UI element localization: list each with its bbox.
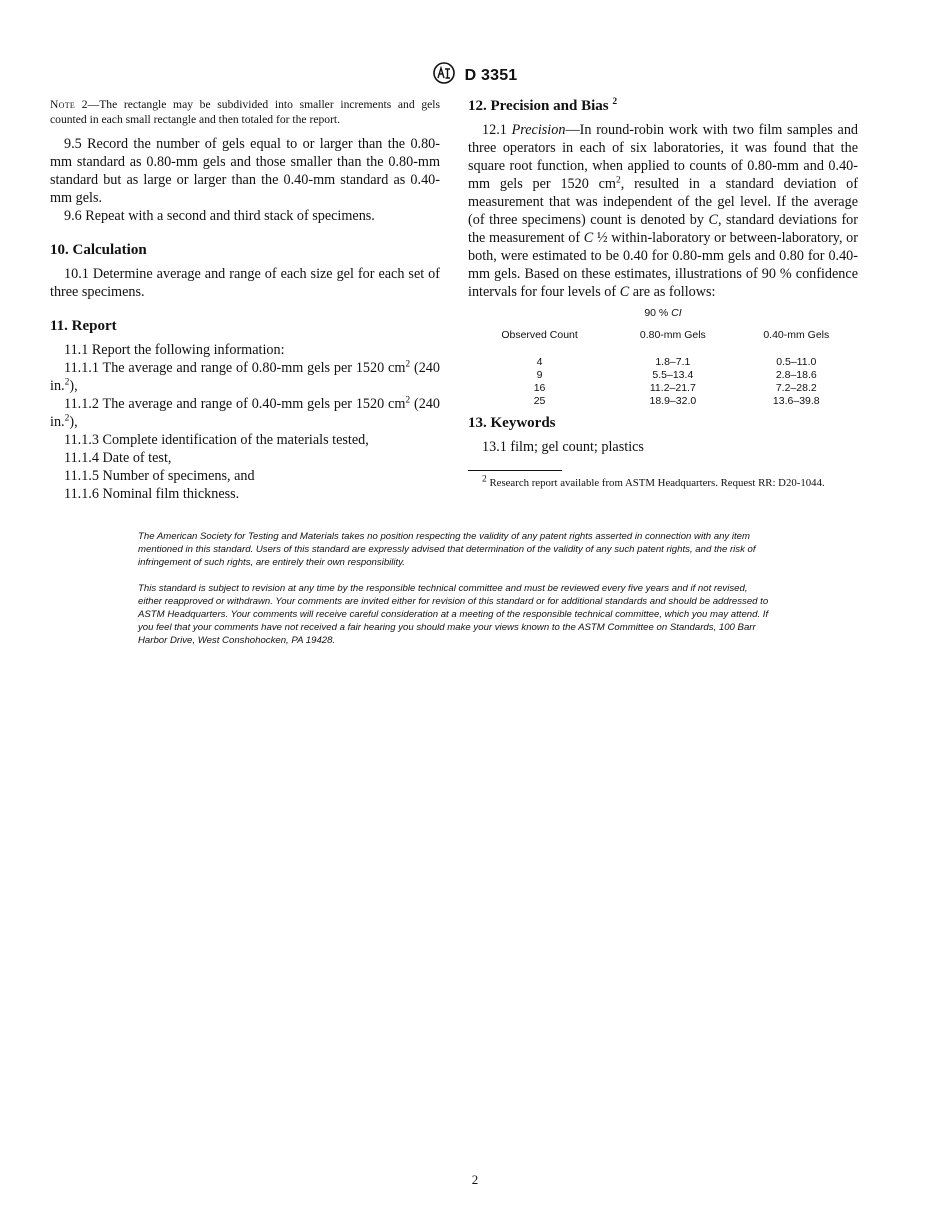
variable-c: C bbox=[583, 230, 594, 246]
caption-text: 90 % bbox=[644, 307, 672, 319]
superscript: 2 bbox=[615, 175, 621, 186]
footnote-divider bbox=[468, 470, 562, 471]
revision-notice: This standard is subject to revision at any time by the responsible technical committee and must be reviewed every five years and if not revised, either reapproved or withdrawn. Your comments are invited either for revision of this standard or for additional standards and should be addressed to ASTM Headquarters. Your comments will receive careful consideration at a meeting of the responsible technical committee, which you may attend. If you feel that your comments have not received a fair hearing you should make your views known to the ASTM Committee on Standards, 100 Barr Harbor Drive, West Conshohocken, PA 19428. bbox=[138, 583, 769, 646]
note-text: 2—The rectangle may be subdivided into smaller increments and gels counted in each small rectangle and then totaled for the report. bbox=[50, 98, 440, 126]
paragraph-9-5: 9.5 Record the number of gels equal to or larger than the 0.80-mm standard as 0.80-mm gels and those smaller than the 0.80-mm standard but as large or larger than the 0.40-mm standard as 0.40-mm gels. bbox=[50, 136, 440, 206]
section-heading-10: 10. Calculation bbox=[50, 242, 147, 258]
table-cell: 11.2–21.7 bbox=[649, 382, 696, 394]
table-cell: 9 bbox=[536, 369, 543, 381]
text-11-1-2-c: ), bbox=[69, 414, 78, 430]
table-cell: 16 bbox=[533, 382, 546, 394]
paragraph-10-1: 10.1 Determine average and range of each size gel for each set of three specimens. bbox=[50, 266, 440, 300]
confidence-interval-table bbox=[468, 307, 858, 408]
text-11-1-2-a: 11.1.2 The average and range of 0.40-mm gels per 1520 cm bbox=[64, 396, 406, 412]
paragraph-13-1: 13.1 film; gel count; plastics bbox=[482, 439, 644, 455]
paragraph-11-1: 11.1 Report the following information: bbox=[64, 342, 285, 358]
text-12-1-b: , resulted in a standard deviation of measurement that was independent of the gel level. If the average (of three specimens) count is denoted by bbox=[468, 176, 859, 228]
disclaimer-block bbox=[138, 530, 772, 660]
text-11-1-2-b: (240 in. bbox=[50, 396, 440, 430]
page-number: 2 bbox=[471, 1172, 479, 1187]
section-heading-11: 11. Report bbox=[50, 318, 117, 334]
note-label: Note bbox=[50, 98, 76, 111]
heading-12-text: 12. Precision and Bias bbox=[468, 98, 613, 114]
table-cell: 25 bbox=[533, 395, 546, 407]
table-row bbox=[468, 395, 858, 408]
note-2 bbox=[50, 97, 440, 127]
superscript: 2 bbox=[64, 377, 70, 388]
table-cell: 1.8–7.1 bbox=[655, 356, 691, 368]
superscript: 2 bbox=[405, 359, 411, 370]
column-header-080mm: 0.80-mm Gels bbox=[639, 329, 706, 341]
astm-logo bbox=[433, 62, 455, 89]
table-cell: 13.6–39.8 bbox=[772, 395, 820, 407]
para-number: 12.1 bbox=[482, 122, 512, 138]
column-header-040mm: 0.40-mm Gels bbox=[763, 329, 830, 341]
text-12-1-f: ½ within-laboratory or between-laboratory, or both, were estimated to be 0.40 for 0.80-mm gels and 0.80 for 0.40-mm gels. Based on these estimates, illustrations of 90 % confidence intervals for four levels of bbox=[468, 230, 858, 300]
text-12-1-a: —In round-robin work with two film samples and three operators in each of six laboratories, it was found that the square root function, when applied to counts of 0.80-mm and 0.40-mm gels per 1520 cm bbox=[468, 122, 859, 192]
text-11-1-1-a: 11.1.1 The average and range of 0.80-mm gels per 1520 cm bbox=[64, 360, 406, 376]
text-11-1-1-c: ), bbox=[69, 378, 78, 394]
paragraph-11-1-2 bbox=[50, 395, 440, 431]
paragraph-11-1-3: 11.1.3 Complete identification of the materials tested, bbox=[64, 432, 369, 448]
paragraph-11-1-5: 11.1.5 Number of specimens, and bbox=[64, 468, 255, 484]
standard-designation: D 3351 bbox=[464, 66, 518, 84]
footnote-text: Research report available from ASTM Headquarters. Request RR: D20-1044. bbox=[486, 477, 825, 489]
paragraph-11-1-6: 11.1.6 Nominal film thickness. bbox=[64, 486, 240, 502]
variable-c: C bbox=[619, 284, 630, 300]
footnote-marker: 2 bbox=[482, 474, 487, 485]
table-row bbox=[468, 356, 858, 369]
section-heading-12 bbox=[468, 97, 858, 115]
caption-ci: CI bbox=[671, 307, 682, 319]
table-cell: 2.8–18.6 bbox=[775, 369, 817, 381]
variable-c: C bbox=[708, 212, 718, 228]
table-cell: 7.2–28.2 bbox=[775, 382, 817, 394]
term-precision: Precision bbox=[511, 122, 566, 138]
paragraph-9-6: 9.6 Repeat with a second and third stack of specimens. bbox=[64, 208, 375, 224]
right-column bbox=[468, 97, 858, 490]
table-row bbox=[468, 369, 858, 382]
superscript: 2 bbox=[405, 395, 411, 406]
table-caption bbox=[468, 307, 858, 329]
footnote-ref: 2 bbox=[612, 97, 618, 107]
table-row bbox=[468, 382, 858, 395]
text-12-1-h: are as follows: bbox=[629, 284, 716, 300]
table-cell: 18.9–32.0 bbox=[649, 395, 697, 407]
paragraph-11-1-4: 11.1.4 Date of test, bbox=[64, 450, 172, 466]
table-cell: 5.5–13.4 bbox=[652, 369, 694, 381]
patent-disclaimer: The American Society for Testing and Materials takes no position respecting the validity of any patent rights asserted in connection with any item mentioned in this standard. Users of this standard are expressly advised that determination of the validity of any such patent rights, and the risk of infringement of such rights, are entirely their own responsibility. bbox=[138, 531, 756, 568]
paragraph-11-1-1 bbox=[50, 359, 440, 395]
footnote-2 bbox=[468, 474, 858, 490]
column-header-observed-count: Observed Count bbox=[501, 329, 578, 341]
text-11-1-1-b: (240 in. bbox=[50, 360, 440, 394]
table-cell: 4 bbox=[536, 356, 543, 368]
page-header bbox=[0, 62, 950, 89]
paragraph-12-1 bbox=[468, 121, 858, 301]
section-heading-13: 13. Keywords bbox=[468, 415, 556, 431]
text-12-1-d: , standard deviations for the measurement of bbox=[468, 212, 858, 246]
table-cell: 0.5–11.0 bbox=[776, 356, 817, 368]
left-column bbox=[50, 97, 440, 503]
superscript: 2 bbox=[64, 413, 70, 424]
